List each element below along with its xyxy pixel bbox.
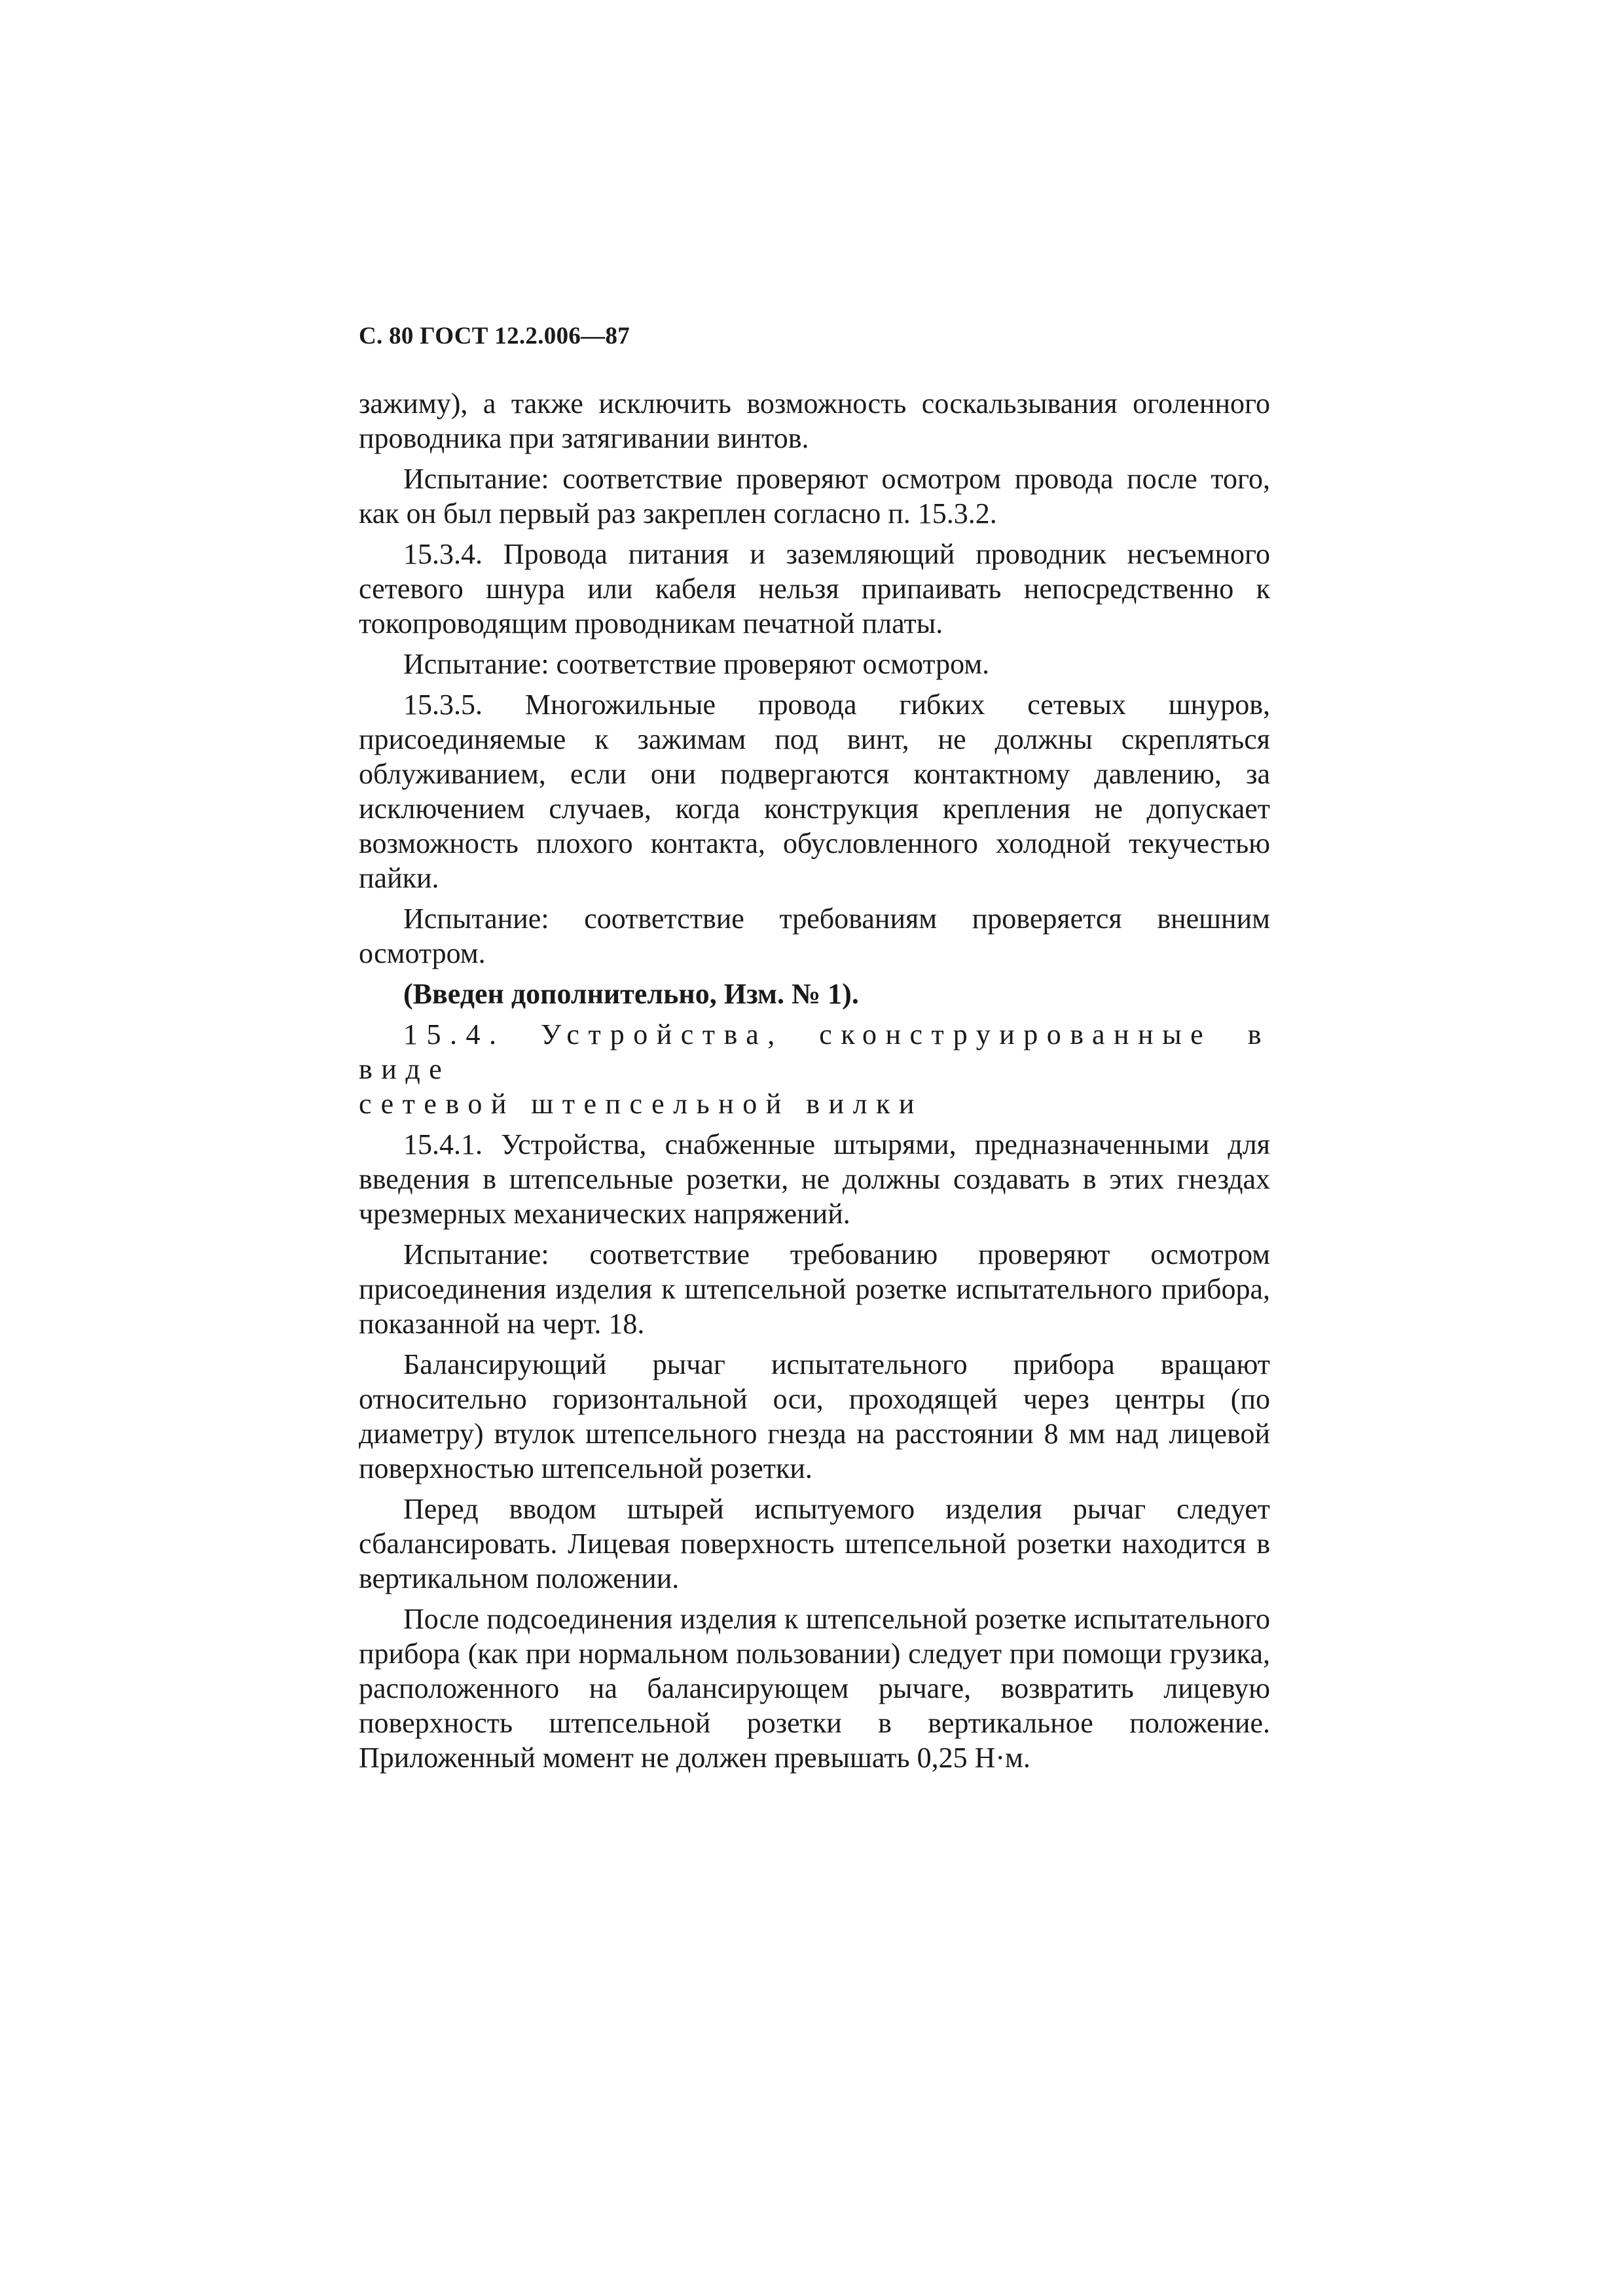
page-header: С. 80 ГОСТ 12.2.006—87 [359, 323, 630, 350]
paragraph-test-3: Испытание: соответствие требованиям проверяется внешним осмотром. [359, 903, 1270, 969]
paragraph-balance: Перед вводом штырей испытуемого изделия рычаг следует сбалансировать. Лицевая поверхность штепсельной розетки находится в вертикальном положении. [359, 1493, 1270, 1594]
section-15-4-heading-line1: 15.4. Устройства, сконструированные в виде [359, 1018, 1270, 1085]
paragraph-15-3-4: 15.3.4. Провода питания и заземляющий проводник несъемного сетевого шнура или кабеля нельзя припаивать непосредственно к токопроводящим проводникам печатной платы. [359, 538, 1270, 639]
amendment-note: (Введен дополнительно, Изм. № 1). [403, 978, 859, 1010]
paragraph-15-4-1: 15.4.1. Устройства, снабженные штырями, предназначенными для введения в штепсельные розетки, не должны создавать в этих гнездах чрезмерных механических напряжений. [359, 1128, 1270, 1230]
paragraph-continuation: зажиму), а также исключить возможность соскальзывания оголенного проводника при затягивании винтов. [359, 387, 1270, 454]
paragraph-moment: После подсоединения изделия к штепсельной розетке испытательного прибора (как при нормальном пользовании) следует при помощи грузика, расположенного на балансирующем рычаге, возвратить лицевую поверхность штепсельной розетки в вертикальное положение. Приложенный момент не должен превышать 0,25 Н·м. [359, 1603, 1270, 1774]
document-body [359, 386, 1270, 1781]
paragraph-test-1: Испытание: соответствие проверяют осмотром провода после того, как он был первый раз закреплен согласно п. 15.3.2. [359, 463, 1270, 529]
paragraph-test-4: Испытание: соответствие требованию проверяют осмотром присоединения изделия к штепсельной розетке испытательного прибора, показанной на черт. 18. [359, 1238, 1270, 1340]
paragraph-test-2: Испытание: соответствие проверяют осмотром. [403, 648, 990, 680]
section-15-4-heading-line2: сетевой штепсельной вилки [359, 1088, 923, 1120]
paragraph-lever: Балансирующий рычаг испытательного прибора вращают относительно горизонтальной оси, проходящей через центры (по диаметру) втулок штепсельного гнезда на расстоянии 8 мм над лицевой поверхностью штепсельной розетки. [359, 1348, 1270, 1484]
paragraph-15-3-5: 15.3.5. Многожильные провода гибких сетевых шнуров, присоединяемые к зажимам под винт, не должны скрепляться облуживанием, если они подвергаются контактному давлению, за исключением случаев, когда конструкция крепления не допускает возможность плохого контакта, обусловленного холодной текучестью пайки. [359, 689, 1270, 894]
